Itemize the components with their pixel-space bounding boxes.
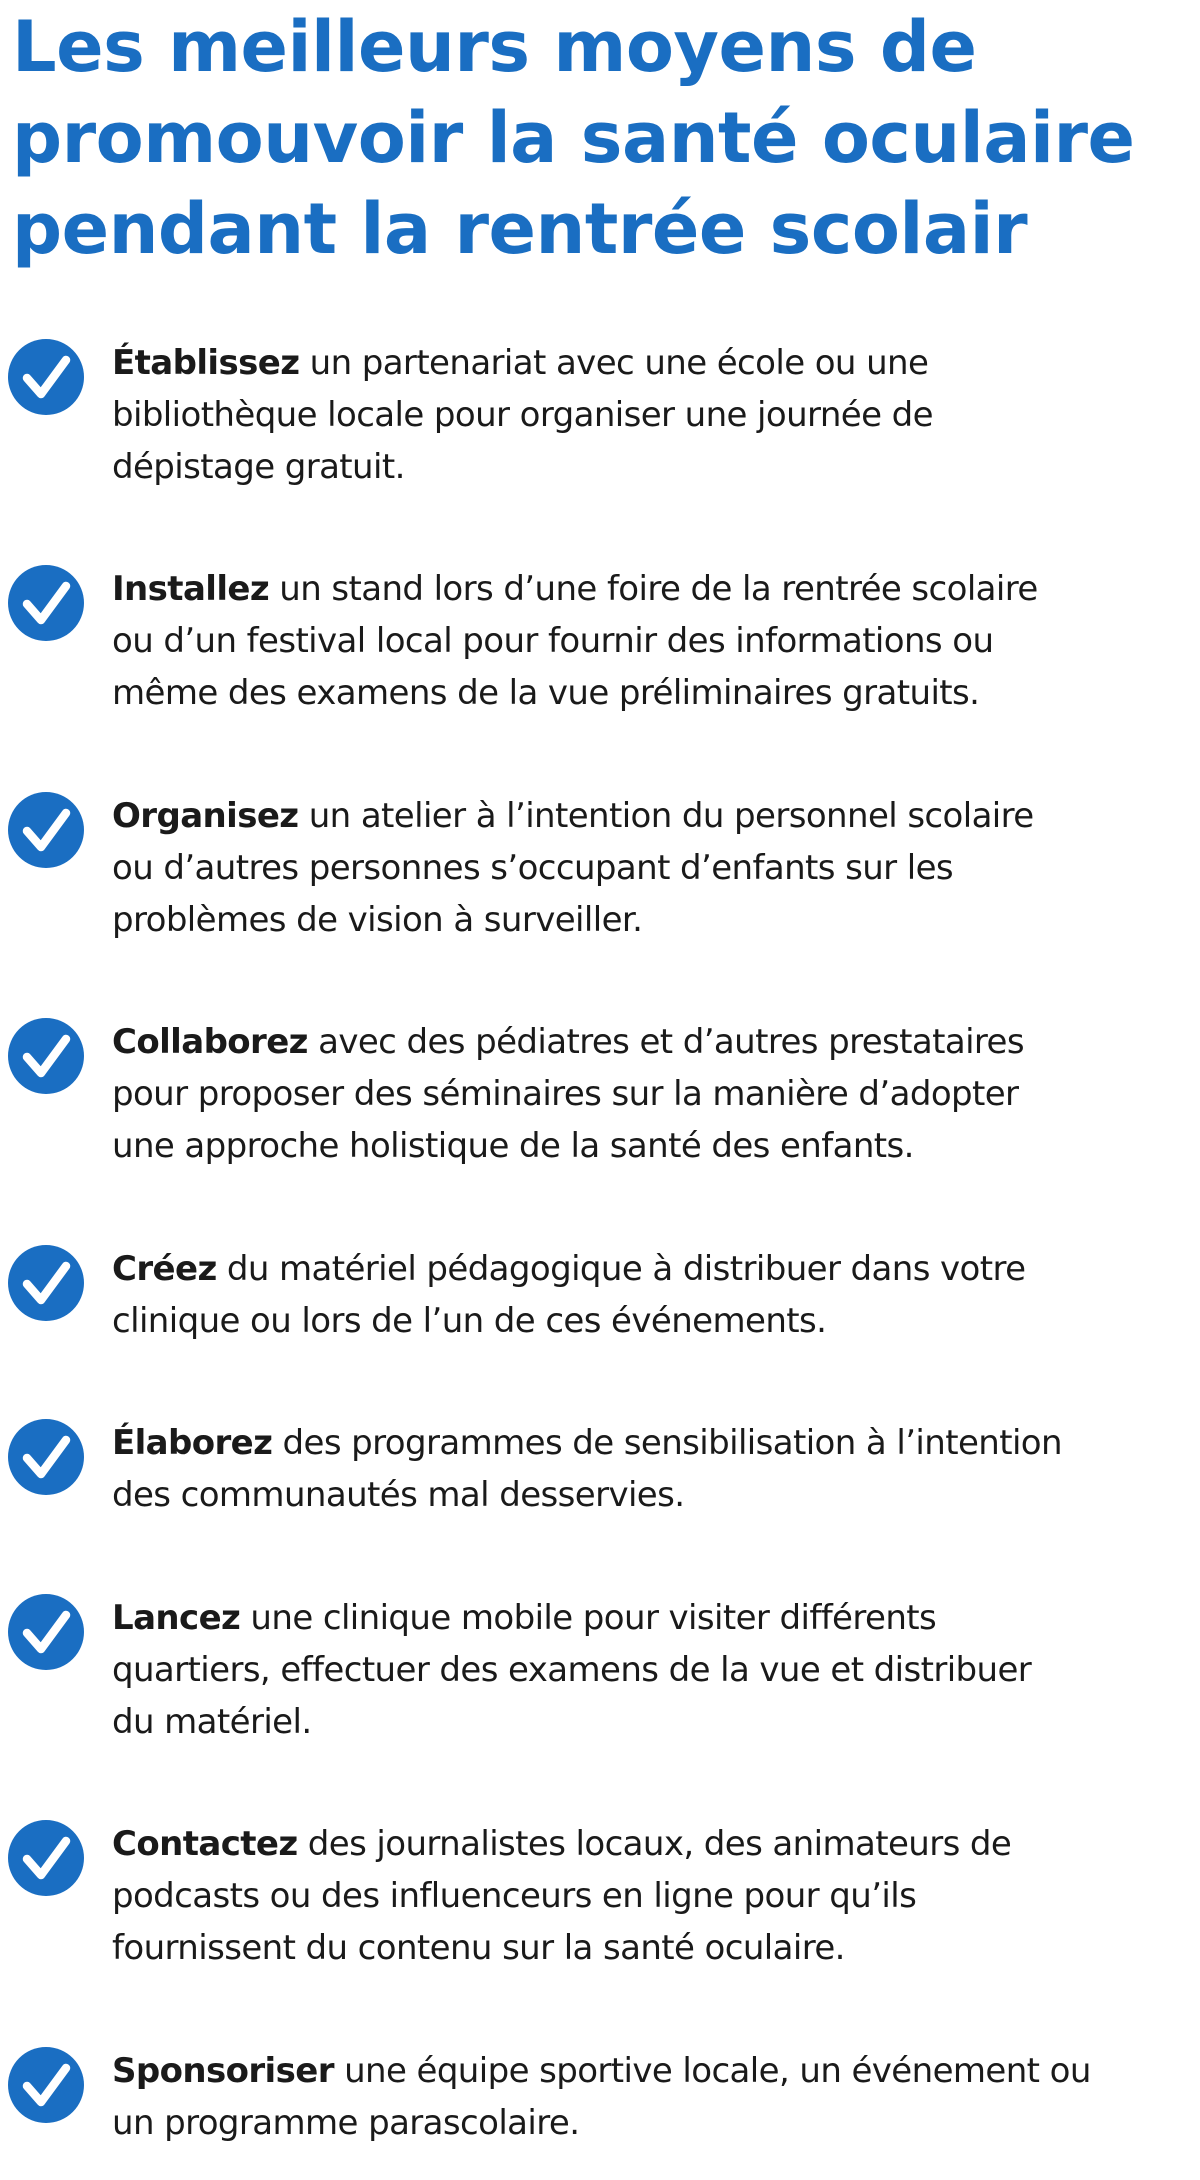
checkmark-circle-icon xyxy=(8,2047,84,2123)
action-verb: Élaborez xyxy=(112,1423,273,1463)
title-line: promouvoir la santé oculaire xyxy=(12,97,1135,179)
text-line: même des examens de la vue préliminaires gratuits. xyxy=(112,673,980,713)
checkmark-circle-icon xyxy=(8,565,84,641)
text-line: un atelier à l’intention du personnel scolaire xyxy=(298,796,1034,836)
list-item-text xyxy=(112,1592,1197,1748)
list-item-text xyxy=(112,1243,1197,1347)
text-line: podcasts ou des influenceurs en ligne pour qu’ils xyxy=(112,1876,917,1916)
text-line: fournissent du contenu sur la santé oculaire. xyxy=(112,1928,845,1968)
list-item-text xyxy=(112,1417,1197,1521)
checkmark-circle-icon xyxy=(8,339,84,415)
text-line: un partenariat avec une école ou une xyxy=(299,343,929,383)
text-line: du matériel pédagogique à distribuer dans votre xyxy=(216,1249,1026,1289)
action-verb: Établissez xyxy=(112,343,300,383)
action-verb: Installez xyxy=(112,569,270,609)
checkmark-circle-icon xyxy=(8,792,84,868)
text-line: des programmes de sensibilisation à l’intention xyxy=(272,1423,1062,1463)
list-item-text xyxy=(112,2045,1197,2149)
text-line: un stand lors d’une foire de la rentrée scolaire xyxy=(269,569,1038,609)
checkmark-circle-icon xyxy=(8,1419,84,1495)
list-item-text xyxy=(112,1818,1197,1974)
text-line: avec des pédiatres et d’autres prestataires xyxy=(307,1022,1024,1062)
text-line: dépistage gratuit. xyxy=(112,447,405,487)
text-line: un programme parascolaire. xyxy=(112,2103,580,2143)
text-line: problèmes de vision à surveiller. xyxy=(112,900,643,940)
action-verb: Créez xyxy=(112,1249,217,1289)
action-verb: Organisez xyxy=(112,796,299,836)
text-line: du matériel. xyxy=(112,1702,312,1742)
checkmark-circle-icon xyxy=(8,1245,84,1321)
text-line: une approche holistique de la santé des enfants. xyxy=(112,1126,914,1166)
list-item-text xyxy=(112,790,1197,946)
action-verb: Sponsoriser xyxy=(112,2051,334,2091)
action-verb: Collaborez xyxy=(112,1022,308,1062)
text-line: bibliothèque locale pour organiser une journée de xyxy=(112,395,933,435)
list-item-text xyxy=(112,1016,1197,1172)
checkmark-circle-icon xyxy=(8,1820,84,1896)
text-line: une équipe sportive locale, un événement ou xyxy=(333,2051,1091,2091)
text-line: clinique ou lors de l’un de ces événements. xyxy=(112,1301,827,1341)
text-line: quartiers, effectuer des examens de la vue et distribuer xyxy=(112,1650,1032,1690)
title-line: pendant la rentrée scolair xyxy=(12,188,1028,270)
action-verb: Lancez xyxy=(112,1598,241,1638)
page-title xyxy=(12,2,1192,275)
text-line: des journalistes locaux, des animateurs de xyxy=(297,1824,1012,1864)
text-line: une clinique mobile pour visiter différents xyxy=(240,1598,937,1638)
text-line: pour proposer des séminaires sur la manière d’adopter xyxy=(112,1074,1019,1114)
checkmark-circle-icon xyxy=(8,1594,84,1670)
list-item-text xyxy=(112,337,1197,493)
checkmark-circle-icon xyxy=(8,1018,84,1094)
action-verb: Contactez xyxy=(112,1824,298,1864)
text-line: ou d’autres personnes s’occupant d’enfants sur les xyxy=(112,848,954,888)
text-line: des communautés mal desservies. xyxy=(112,1475,685,1515)
text-line: ou d’un festival local pour fournir des informations ou xyxy=(112,621,994,661)
list-item-text xyxy=(112,563,1197,719)
title-line: Les meilleurs moyens de xyxy=(12,6,977,88)
